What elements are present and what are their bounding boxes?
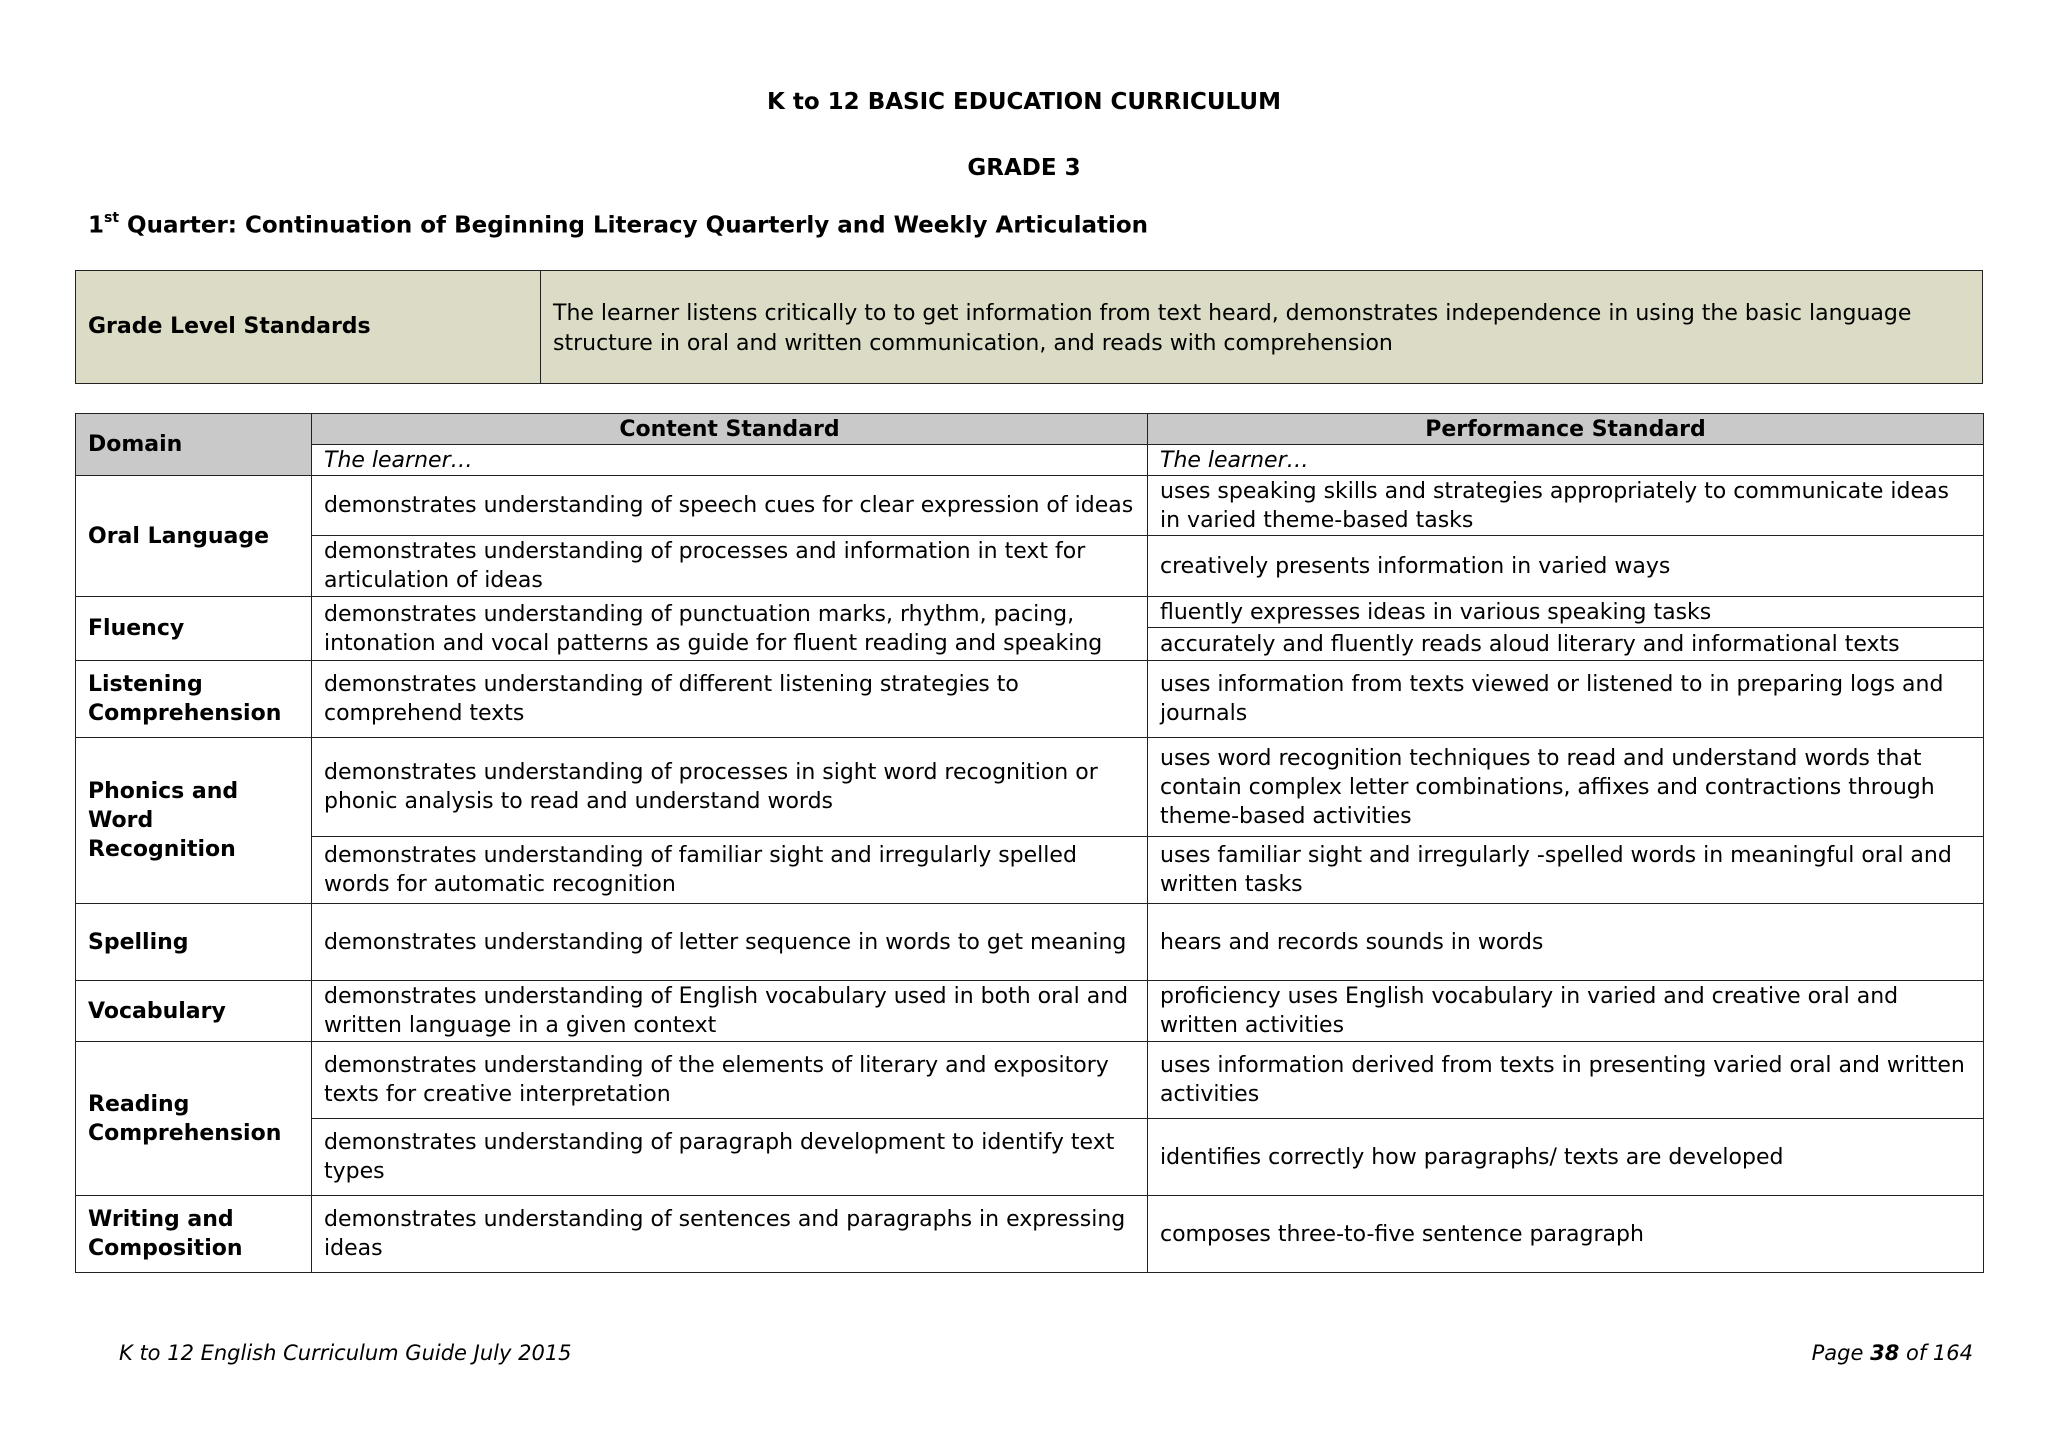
performance-learner-label: The learner… bbox=[1148, 445, 1984, 476]
content-cell: demonstrates understanding of different listening strategies to comprehend texts bbox=[312, 661, 1148, 738]
performance-cell: uses information from texts viewed or listened to in preparing logs and journals bbox=[1148, 661, 1984, 738]
content-cell: demonstrates understanding of letter sequence in words to get meaning bbox=[312, 904, 1148, 981]
page-suffix: of 164 bbox=[1899, 1341, 1973, 1365]
performance-cell: uses speaking skills and strategies appropriately to communicate ideas in varied theme-based tasks bbox=[1148, 476, 1984, 536]
quarter-heading bbox=[88, 212, 1148, 239]
document-title: K to 12 BASIC EDUCATION CURRICULUM bbox=[767, 89, 1281, 115]
content-cell: demonstrates understanding of the elements of literary and expository texts for creative interpretation bbox=[312, 1042, 1148, 1119]
performance-cell: identifies correctly how paragraphs/ texts are developed bbox=[1148, 1119, 1984, 1196]
domain-writing-composition: Writing and Composition bbox=[76, 1196, 312, 1273]
domain-phonics-word-recognition: Phonics and Word Recognition bbox=[76, 738, 312, 904]
performance-cell: composes three-to-five sentence paragraph bbox=[1148, 1196, 1984, 1273]
performance-standard-header: Performance Standard bbox=[1148, 414, 1984, 445]
quarter-suffix: st bbox=[104, 210, 120, 226]
domain-listening-comprehension: Listening Comprehension bbox=[76, 661, 312, 738]
page-prefix: Page bbox=[1811, 1341, 1871, 1365]
grade-level-label: Grade Level Standards bbox=[76, 271, 541, 384]
current-page: 38 bbox=[1870, 1341, 1900, 1365]
content-cell: demonstrates understanding of punctuation marks, rhythm, pacing, intonation and vocal patterns as guide for fluent reading and speaking bbox=[312, 597, 1148, 661]
domain-spelling: Spelling bbox=[76, 904, 312, 981]
content-learner-label: The learner… bbox=[312, 445, 1148, 476]
content-cell: demonstrates understanding of familiar sight and irregularly spelled words for automatic recognition bbox=[312, 837, 1148, 904]
domain-vocabulary: Vocabulary bbox=[76, 981, 312, 1042]
domain-fluency: Fluency bbox=[76, 597, 312, 661]
domain-header: Domain bbox=[76, 414, 312, 476]
performance-cell: hears and records sounds in words bbox=[1148, 904, 1984, 981]
content-cell: demonstrates understanding of English vocabulary used in both oral and written language in a given context bbox=[312, 981, 1148, 1042]
performance-cell: uses word recognition techniques to read and understand words that contain complex letter combinations, affixes and contractions through theme-based activities bbox=[1148, 738, 1984, 837]
grade-level-text: The learner listens critically to to get information from text heard, demonstrates independence in using the basic language structure in oral and written communication, and reads with comprehension bbox=[541, 271, 1983, 384]
performance-cell: creatively presents information in varied ways bbox=[1148, 536, 1984, 597]
grade-level-standards-table bbox=[75, 270, 1983, 384]
domain-oral-language: Oral Language bbox=[76, 476, 312, 597]
content-cell: demonstrates understanding of speech cues for clear expression of ideas bbox=[312, 476, 1148, 536]
performance-cell: proficiency uses English vocabulary in varied and creative oral and written activities bbox=[1148, 981, 1984, 1042]
quarter-number: 1 bbox=[88, 212, 105, 239]
content-cell: demonstrates understanding of processes in sight word recognition or phonic analysis to read and understand words bbox=[312, 738, 1148, 837]
content-cell: demonstrates understanding of paragraph development to identify text types bbox=[312, 1119, 1148, 1196]
footer-page-number bbox=[1812, 1341, 1973, 1365]
performance-cell: uses familiar sight and irregularly -spelled words in meaningful oral and written tasks bbox=[1148, 837, 1984, 904]
performance-cell: fluently expresses ideas in various speaking tasks bbox=[1148, 597, 1984, 628]
grade-title: GRADE 3 bbox=[967, 155, 1081, 181]
standards-table bbox=[75, 413, 1984, 1273]
content-standard-header: Content Standard bbox=[312, 414, 1148, 445]
quarter-text: Quarter: Continuation of Beginning Literacy Quarterly and Weekly Articulation bbox=[119, 212, 1149, 239]
content-cell: demonstrates understanding of processes and information in text for articulation of ideas bbox=[312, 536, 1148, 597]
domain-reading-comprehension: Reading Comprehension bbox=[76, 1042, 312, 1196]
performance-cell: accurately and fluently reads aloud literary and informational texts bbox=[1148, 628, 1984, 661]
performance-cell: uses information derived from texts in presenting varied oral and written activities bbox=[1148, 1042, 1984, 1119]
content-cell: demonstrates understanding of sentences and paragraphs in expressing ideas bbox=[312, 1196, 1148, 1273]
footer-guide-name: K to 12 English Curriculum Guide July 2015 bbox=[119, 1341, 572, 1365]
